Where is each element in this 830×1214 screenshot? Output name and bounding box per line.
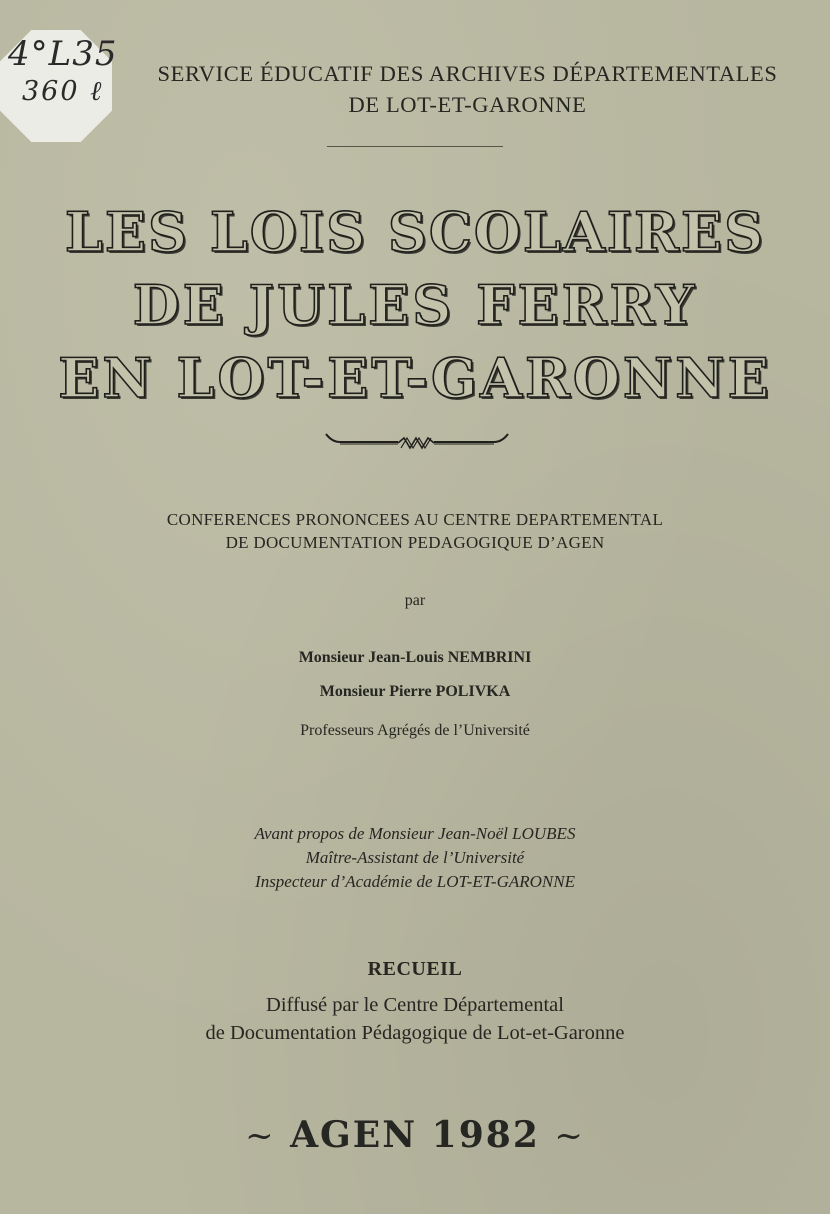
author-polivka: Monsieur Pierre POLIVKA <box>319 683 511 700</box>
shelf-mark-handwriting <box>8 34 118 118</box>
title-line1: LES LOIS SCOLAIRES <box>64 200 766 264</box>
distribution-note <box>0 991 830 1047</box>
conferences-line1: CONFERENCES PRONONCEES AU CENTRE DEPARTEMENTAL <box>166 510 664 529</box>
shelf-mark-line1: 4°L35 <box>8 34 118 74</box>
publisher-line1: SERVICE ÉDUCATIF DES ARCHIVES DÉPARTEMENTALES <box>157 61 778 86</box>
tilde-left: ~ <box>245 1116 276 1156</box>
header-divider <box>327 146 503 147</box>
place-year <box>0 1114 830 1156</box>
publisher-line2: DE LOT-ET-GARONNE <box>348 92 587 117</box>
title-line2: DE JULES FERRY <box>132 273 698 337</box>
distribution-line2: de Documentation Pédagogique de Lot-et-Garonne <box>205 1022 625 1044</box>
author-nembrini: Monsieur Jean-Louis NEMBRINI <box>298 649 532 666</box>
conferences-line2: DE DOCUMENTATION PEDAGOGIQUE D’AGEN <box>225 533 605 552</box>
par-text: par <box>404 592 426 609</box>
tilde-right: ~ <box>554 1116 585 1156</box>
foreword-line2: Maître-Assistant de l’Université <box>305 848 525 867</box>
authors-title: Professeurs Agrégés de l’Université <box>300 722 530 739</box>
foreword-line3: Inspecteur d’Académie de LOT-ET-GARONNE <box>255 872 575 891</box>
title-line3: EN LOT-ET-GARONNE <box>58 346 772 410</box>
publisher-header <box>105 58 830 120</box>
foreword-credit <box>0 822 830 894</box>
ornament-divider <box>322 428 512 450</box>
book-title <box>0 196 830 415</box>
place-year-text: AGEN 1982 <box>290 1114 540 1156</box>
conferences-subtitle <box>0 508 830 554</box>
distribution-line1: Diffusé par le Centre Départemental <box>266 994 564 1016</box>
recueil-heading: RECUEIL <box>367 958 463 980</box>
foreword-line1: Avant propos de Monsieur Jean-Noël LOUBES <box>254 824 576 843</box>
shelf-mark-line2: 360 ℓ <box>22 76 104 107</box>
